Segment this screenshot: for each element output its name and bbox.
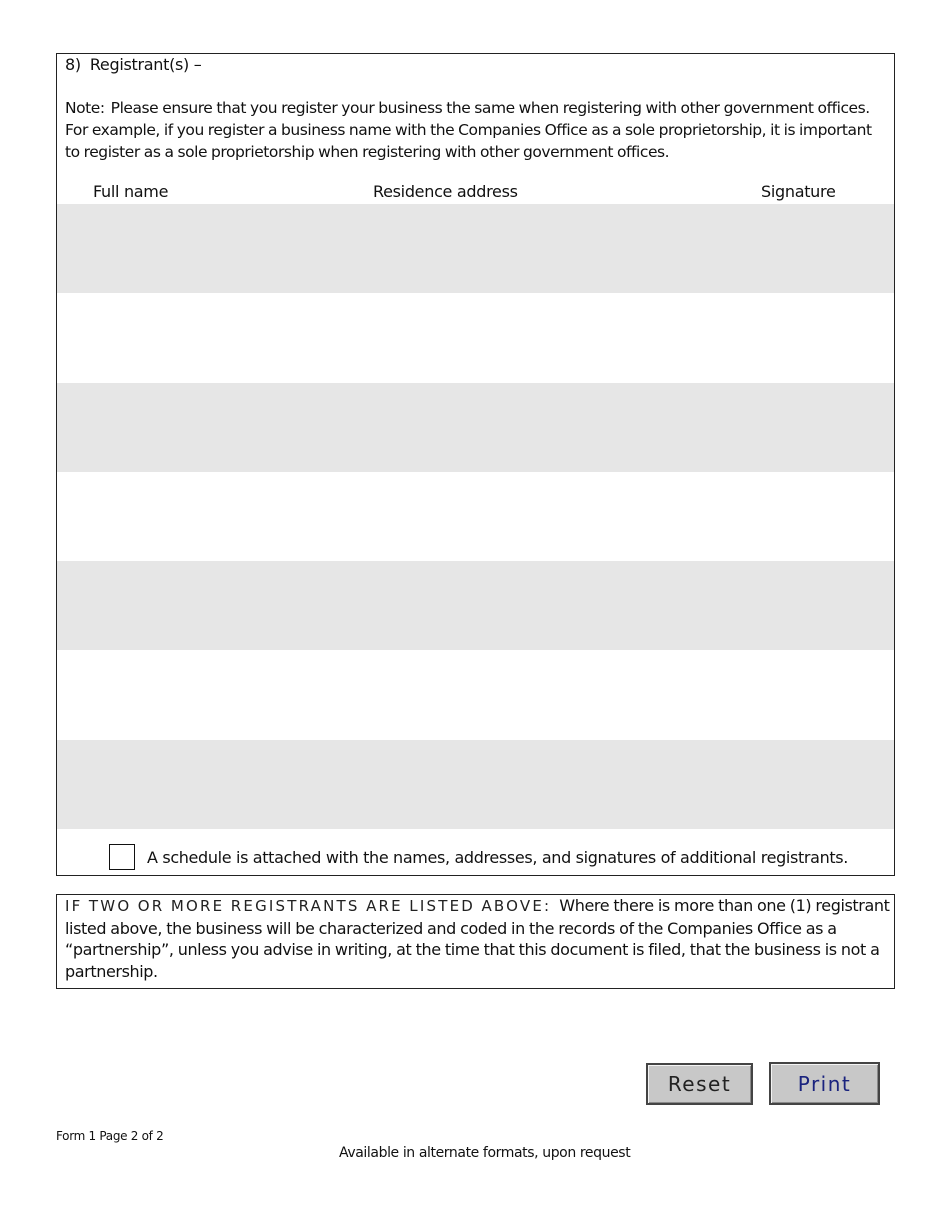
- registrant-row: [57, 204, 894, 293]
- partnership-notice-text: [65, 895, 890, 982]
- signature-field[interactable]: [697, 561, 894, 650]
- reset-button[interactable]: Reset: [646, 1063, 753, 1105]
- registrant-row: [57, 472, 894, 561]
- full-name-field[interactable]: [57, 293, 317, 382]
- registrants-section: [56, 53, 895, 876]
- residence-address-field[interactable]: [317, 650, 697, 739]
- signature-field[interactable]: [697, 293, 894, 382]
- signature-field[interactable]: [697, 472, 894, 561]
- residence-address-field[interactable]: [317, 561, 697, 650]
- section-title: Registrant(s) –: [89, 55, 202, 74]
- registrant-row: [57, 740, 894, 829]
- residence-address-field[interactable]: [317, 472, 697, 561]
- signature-field[interactable]: [697, 740, 894, 829]
- registrant-row: [57, 650, 894, 739]
- registrant-row: [57, 383, 894, 472]
- residence-address-field[interactable]: [317, 293, 697, 382]
- section-number: 8): [65, 55, 81, 74]
- registration-note: [65, 97, 890, 163]
- registrant-rows: [57, 204, 894, 829]
- column-header-full-name: Full name: [93, 182, 169, 201]
- signature-field[interactable]: [697, 650, 894, 739]
- note-text: Please ensure that you register your business the same when registering with other government offices. For example, if you register a business name with the Companies Office as a sole proprietorship, it is important to register as a sole proprietorship when registering with other government offices.: [65, 99, 872, 161]
- form-page-label: Form 1 Page 2 of 2: [56, 1129, 164, 1143]
- full-name-field[interactable]: [57, 740, 317, 829]
- partnership-body: Where there is more than one (1) registrant listed above, the business will be characterized and coded in the records of the Companies Office as a “partnership”, unless you advise in writing, at the time that this document is filed, that the business is not a partnership.: [65, 896, 890, 981]
- residence-address-field[interactable]: [317, 740, 697, 829]
- column-header-residence-address: Residence address: [373, 182, 518, 201]
- section-heading: [65, 55, 202, 74]
- print-button[interactable]: Print: [769, 1062, 880, 1105]
- registrant-row: [57, 293, 894, 382]
- note-label: Note:: [65, 99, 105, 117]
- registrant-row: [57, 561, 894, 650]
- signature-field[interactable]: [697, 383, 894, 472]
- full-name-field[interactable]: [57, 472, 317, 561]
- full-name-field[interactable]: [57, 650, 317, 739]
- schedule-attached-label: A schedule is attached with the names, addresses, and signatures of additional registrants.: [147, 847, 849, 867]
- signature-field[interactable]: [697, 204, 894, 293]
- column-header-signature: Signature: [761, 182, 836, 201]
- schedule-attached-option: [109, 844, 848, 870]
- partnership-heading: IF TWO OR MORE REGISTRANTS ARE LISTED ABOVE:: [65, 897, 552, 915]
- alternate-formats-note: Available in alternate formats, upon request: [339, 1145, 631, 1161]
- full-name-field[interactable]: [57, 204, 317, 293]
- residence-address-field[interactable]: [317, 383, 697, 472]
- residence-address-field[interactable]: [317, 204, 697, 293]
- full-name-field[interactable]: [57, 383, 317, 472]
- full-name-field[interactable]: [57, 561, 317, 650]
- schedule-attached-checkbox[interactable]: [109, 844, 135, 870]
- partnership-notice: [56, 894, 895, 989]
